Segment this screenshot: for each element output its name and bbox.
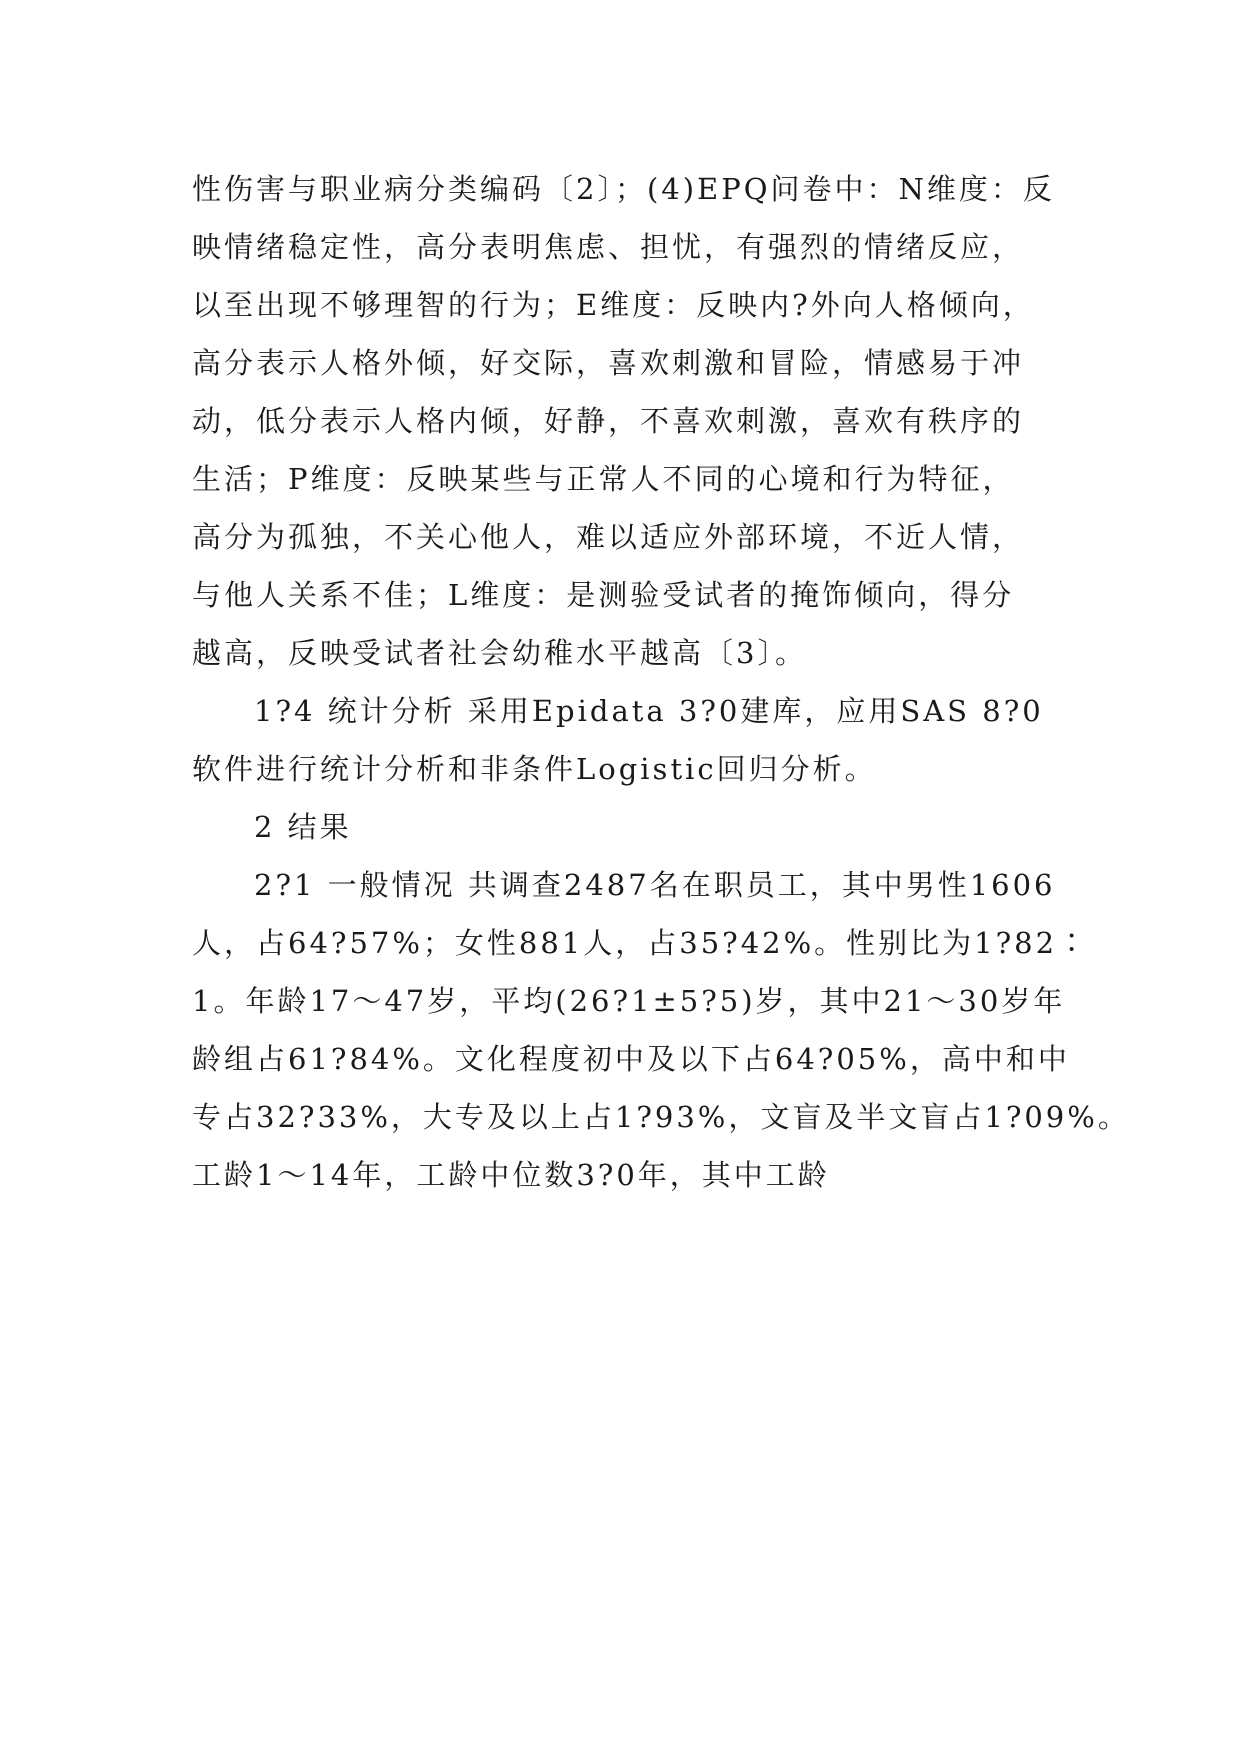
text-line: 越高，反映受试者社会幼稚水平越高〔3〕。: [192, 636, 807, 670]
text-line: 工龄1～14年，工龄中位数3?0年，其中工龄: [192, 1158, 830, 1192]
text-line: 专占32?33%，大专及以上占1?93%，文盲及半文盲占1?09%。: [192, 1100, 1130, 1134]
section-title: 2 结果: [254, 810, 352, 844]
text-line: 2?1 一般情况 共调查2487名在职员工，其中男性1606: [254, 868, 1056, 902]
text-line: 1。年龄17～47岁，平均(26?1±5?5)岁，其中21～30岁年: [192, 984, 1066, 1018]
text-line: 性伤害与职业病分类编码〔2〕；(4)EPQ问卷中：N维度：反: [192, 172, 1055, 206]
paragraph-statistical-analysis: [192, 682, 1092, 798]
body-text: [192, 160, 1130, 1204]
text-line: 高分表示人格外倾，好交际，喜欢刺激和冒险，情感易于冲: [192, 346, 1025, 380]
paragraph-general-situation: [192, 856, 1130, 1204]
text-line: 与他人关系不佳；L维度：是测验受试者的掩饰倾向，得分: [192, 578, 1015, 612]
text-line: 生活；P维度：反映某些与正常人不同的心境和行为特征，: [192, 462, 1015, 496]
text-line: 以至出现不够理智的行为；E维度：反映内?外向人格倾向，: [192, 288, 1035, 322]
text-line: 龄组占61?84%。文化程度初中及以下占64?05%，高中和中: [192, 1042, 1070, 1076]
section-heading-results: [192, 798, 1092, 856]
text-line: 映情绪稳定性，高分表明焦虑、担忧，有强烈的情绪反应，: [192, 230, 1025, 264]
text-line: 软件进行统计分析和非条件Logistic回归分析。: [192, 752, 877, 786]
paragraph-epq-dimensions: [192, 160, 1092, 682]
text-line: 高分为孤独，不关心他人，难以适应外部环境，不近人情，: [192, 520, 1025, 554]
text-line: 1?4 统计分析 采用Epidata 3?0建库，应用SAS 8?0: [254, 694, 1044, 728]
text-line: 人，占64?57%；女性881人，占35?42%。性别比为1?82∶: [192, 926, 1090, 960]
text-line: 动，低分表示人格内倾，好静，不喜欢刺激，喜欢有秩序的: [192, 404, 1025, 438]
